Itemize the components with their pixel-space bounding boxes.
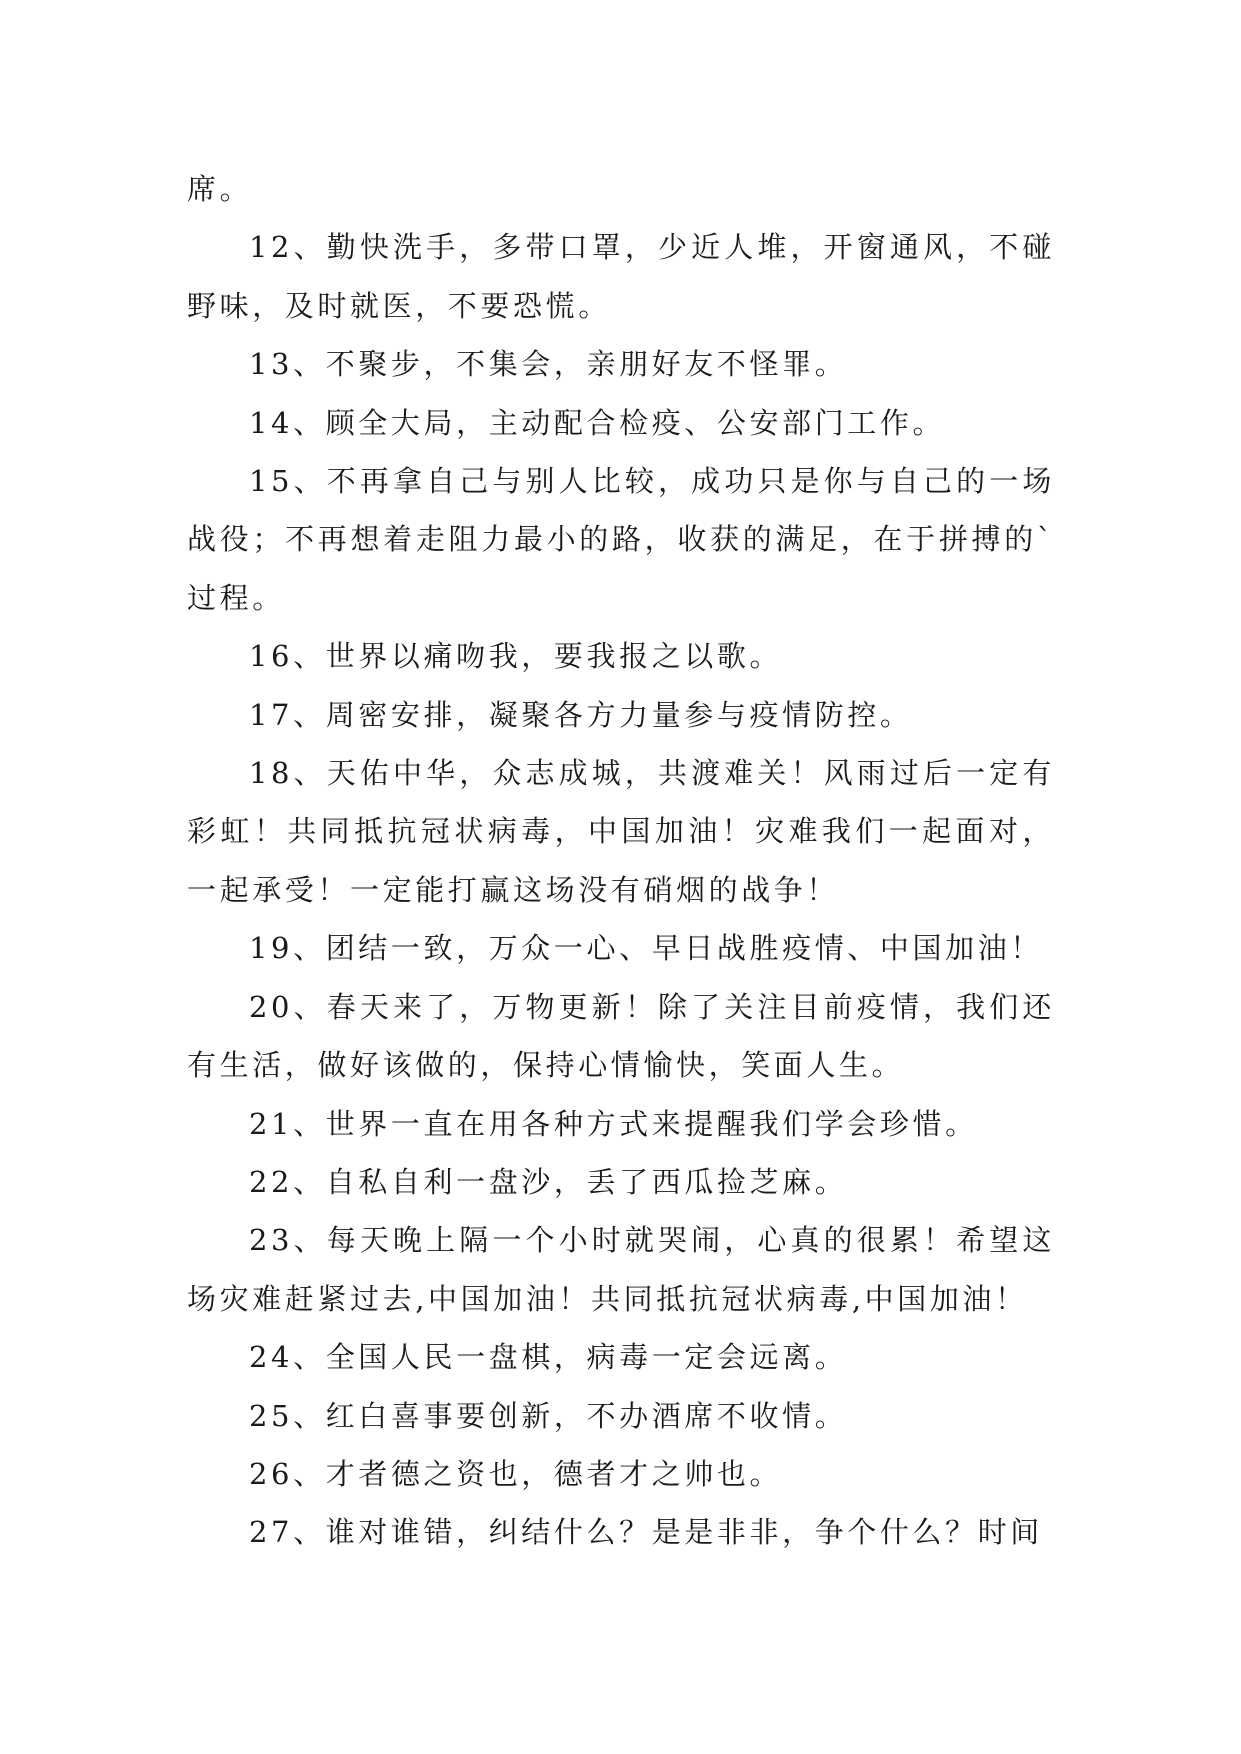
paragraph-14: 14、顾全大局，主动配合检疫、公安部门工作。 xyxy=(249,405,946,440)
paragraph-15: 15、不再拿自己与别人比较，成功只是你与自己的一场战役；不再想着走阻力最小的路，收获的满足，在于拼搏的`过程。 xyxy=(187,464,1055,615)
paragraph-24: 24、全国人民一盘棋，病毒一定会远离。 xyxy=(249,1340,848,1375)
paragraph-17: 17、周密安排，凝聚各方力量参与疫情防控。 xyxy=(249,697,913,732)
document-body xyxy=(187,160,1055,1562)
paragraph-22: 22、自私自利一盘沙，丢了西瓜捡芝麻。 xyxy=(249,1164,848,1199)
paragraph-23: 23、每天晚上隔一个小时就哭闹，心真的很累！希望这场灾难赶紧过去,中国加油！共同抵抗冠状病毒,中国加油！ xyxy=(187,1223,1055,1316)
paragraph-13: 13、不聚步，不集会，亲朋好友不怪罪。 xyxy=(249,347,848,382)
paragraph-20: 20、春天来了，万物更新！除了关注目前疫情，我们还有生活，做好该做的，保持心情愉快，笑面人生。 xyxy=(187,989,1055,1083)
paragraph-19: 19、团结一致，万众一心、早日战胜疫情、中国加油！ xyxy=(249,931,1043,966)
paragraph-25: 25、红白喜事要创新，不办酒席不收情。 xyxy=(249,1398,848,1433)
paragraph-27: 27、谁对谁错，纠结什么？是是非非，争个什么？时间 xyxy=(249,1515,1043,1550)
paragraph-26: 26、才者德之资也，德者才之帅也。 xyxy=(249,1456,783,1491)
paragraph-continuation: 席。 xyxy=(187,172,253,206)
paragraph-21: 21、世界一直在用各种方式来提醒我们学会珍惜。 xyxy=(249,1106,978,1141)
paragraph-16: 16、世界以痛吻我，要我报之以歌。 xyxy=(249,639,783,674)
paragraph-18: 18、天佑中华，众志成城，共渡难关！风雨过后一定有彩虹！共同抵抗冠状病毒，中国加油！灾难我们一起面对，一起承受！一定能打赢这场没有硝烟的战争！ xyxy=(187,756,1055,907)
paragraph-12: 12、勤快洗手，多带口罩，少近人堆，开窗通风，不碰野味，及时就医，不要恐慌。 xyxy=(187,230,1055,323)
